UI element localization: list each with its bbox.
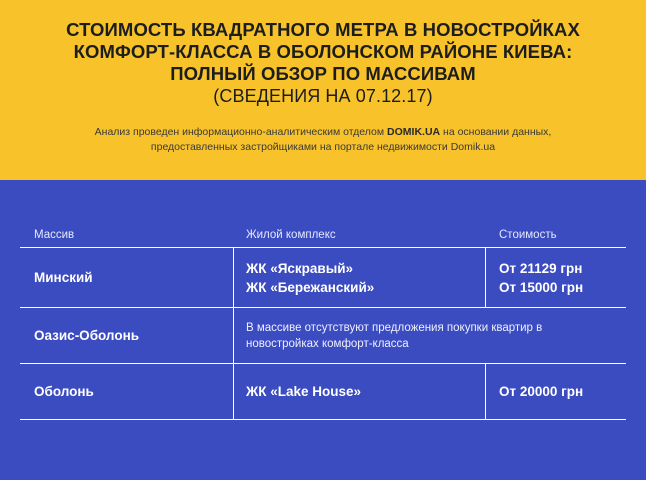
- source-note-text-end: на основании данных,: [440, 126, 552, 138]
- price-cell: [485, 248, 626, 307]
- date-subtitle: (СВЕДЕНИЯ НА 07.12.17): [213, 86, 433, 106]
- column-header-complex: Жилой комплекс: [246, 229, 336, 241]
- header-banner: [0, 0, 646, 180]
- complex-name: ЖК «Яскравый»: [246, 260, 354, 276]
- price-value: От 20000 грн: [499, 384, 584, 399]
- price-value: От 21129 грн: [499, 260, 583, 276]
- title-line-1: СТОИМОСТЬ КВАДРАТНОГО МЕТРА В НОВОСТРОЙКАХ: [66, 19, 580, 40]
- table-row: [20, 248, 626, 308]
- source-note-line-1: [0, 125, 646, 140]
- title-line-3: ПОЛНЫЙ ОБЗОР ПО МАССИВАМ: [170, 63, 476, 84]
- complex-name: ЖК «Lake House»: [246, 384, 361, 399]
- table-header: [20, 224, 626, 248]
- page-title: [0, 0, 646, 107]
- price-cell: [485, 364, 626, 419]
- no-offers-note: [233, 308, 626, 363]
- no-offers-line: новостройках комфорт-класса: [246, 337, 409, 350]
- source-brand: DOMIK.UA: [387, 126, 441, 138]
- no-offers-line: В массиве отсутствуют предложения покупки квартир в: [246, 321, 543, 334]
- column-header-massiv: Массив: [34, 229, 75, 241]
- table-row: [20, 308, 626, 364]
- complex-cell: [233, 248, 485, 307]
- column-header-price: Стоимость: [499, 229, 557, 241]
- massiv-cell: Оазис-Оболонь: [34, 328, 140, 343]
- massiv-cell: Минский: [34, 270, 93, 285]
- complex-cell: [233, 364, 485, 419]
- price-table: [20, 224, 626, 420]
- price-value: От 15000 грн: [499, 279, 584, 295]
- title-line-2: КОМФОРТ-КЛАССА В ОБОЛОНСКОМ РАЙОНЕ КИЕВА:: [73, 41, 573, 62]
- source-note-line-2: предоставленных застройщиками на портале недвижимости Domik.ua: [150, 141, 496, 153]
- complex-name: ЖК «Бережанский»: [246, 279, 375, 295]
- table-row: [20, 364, 626, 420]
- source-note-text: Анализ проведен информационно-аналитическим отделом: [94, 126, 388, 138]
- massiv-cell: Оболонь: [34, 384, 94, 399]
- source-note: [0, 125, 646, 155]
